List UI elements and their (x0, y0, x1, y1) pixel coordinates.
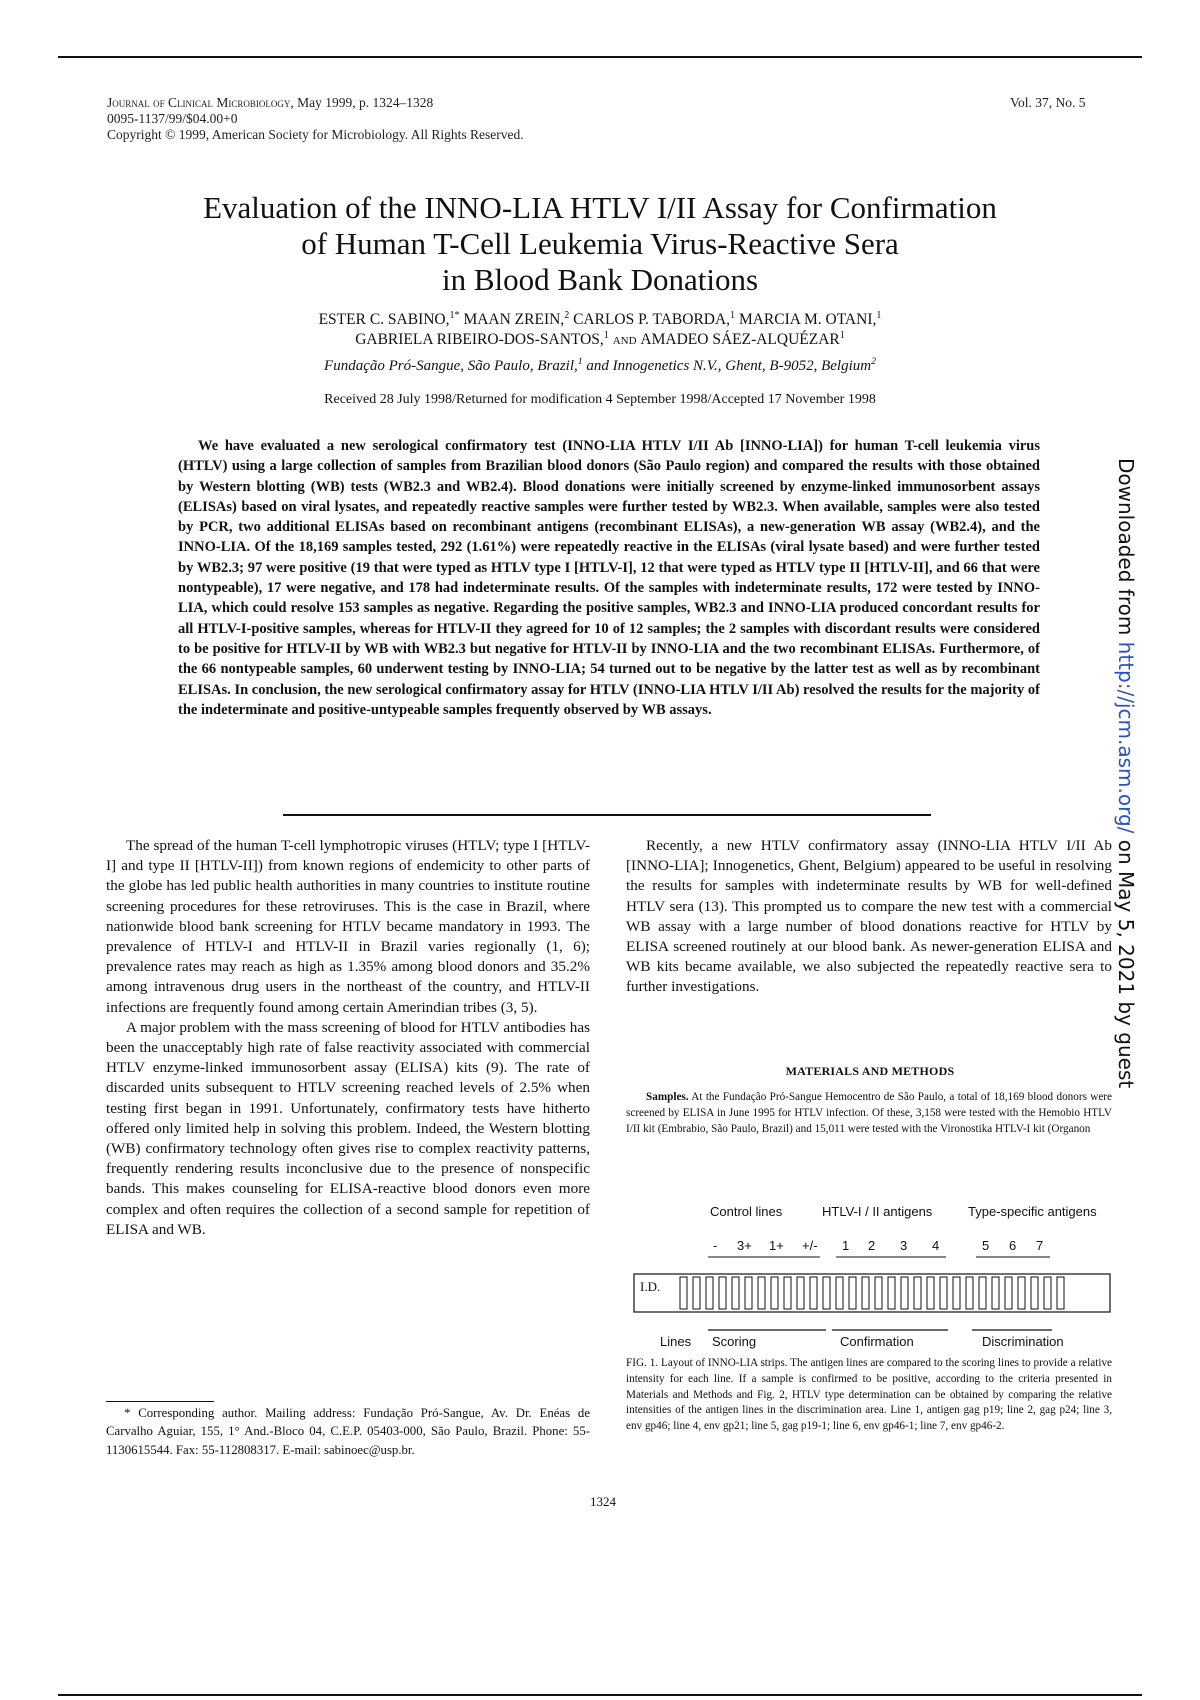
page-number: 1324 (590, 1494, 616, 1509)
author-1: ESTER C. SABINO, (318, 311, 450, 328)
journal-issue: , May 1999, p. 1324–1328 (290, 95, 434, 110)
author-6-sup: 1 (839, 329, 845, 341)
samples-text: At the Fundação Pró-Sangue Hemocentro de São Paulo, a total of 18,169 blood donors were screened by ELISA in June 1995 for HTLV infection. Of these, 3,158 were tested with the Hemobio HTLV I/II kit (Embrabio, São Paulo, Brazil) and 15,011 were tested with the Vironostika HTLV-I kit (Organon (626, 1091, 1112, 1135)
affiliation-2-sup: 2 (871, 356, 876, 367)
samples-label: Samples. (646, 1091, 689, 1103)
scoring-label: Scoring (712, 1334, 757, 1349)
right-column (626, 836, 1112, 998)
antigen-mark: 1 (842, 1238, 850, 1253)
fig-header-type: Type-specific antigens (968, 1204, 1097, 1219)
type-mark: 7 (1036, 1238, 1044, 1253)
discrimination-label: Discrimination (982, 1334, 1064, 1349)
strip-bands (680, 1277, 1064, 1309)
received-dates: Received 28 July 1998/Returned for modification 4 September 1998/Accepted 17 November 1998 (324, 392, 876, 407)
issn: 0095-1137/99/$04.00+0 (107, 111, 238, 126)
lia-strip-diagram (620, 1194, 1120, 1344)
download-link[interactable]: http://jcm.asm.org/ (1114, 641, 1138, 834)
abstract: We have evaluated a new serological confirmatory test (INNO-LIA HTLV I/II Ab [INNO-LIA]) for human T-cell leukemia virus (HTLV) using a large collection of samples from Brazilian blood donors (São Paulo region) and compared the results with those obtained by Western blotting (WB) tests (WB2.3 and WB2.4). Blood donations were initially screened by enzyme-linked immunosorbent assays (ELISAs) based on viral lysates, and repeatedly reactive samples were further tested by WB2.3. When available, samples were also tested by PCR, two additional ELISAs based on recombinant antigens (recombinant ELISAs), a new-generation WB assay (WB2.4), and the INNO-LIA. Of the 18,169 samples tested, 292 (1.61%) were repeatedly reactive in the ELISAs (viral lysate based) and were further tested by WB2.3; 97 were positive (19 that were typed as HTLV type I [HTLV-I], 12 that were typed as HTLV type II [HTLV-II], and 66 that were nontypeable), 17 were negative, and 178 had indeterminate results. Of the samples with indeterminate results, 172 were tested by INNO-LIA, which could resolve 153 samples as negative. Regarding the positive samples, WB2.3 and INNO-LIA produced concordant results for all HTLV-I-positive samples, whereas for HTLV-II they agreed for 10 of 12 samples; the 2 samples with discordant results were considered to be positive for HTLV-II by WB with WB2.3 but negative for HTLV-II by INNO-LIA and the two recombinant ELISAs. Furthermore, of the 66 nontypeable samples, 60 underwent testing by INNO-LIA; 54 turned out to be negative by the latter test as well as by recombinant ELISAs. In conclusion, the new serological confirmatory assay for HTLV (INNO-LIA HTLV I/II Ab) resolved the results for the majority of the indeterminate and positive-untypeable samples frequently observed by WB assays. (178, 438, 1040, 718)
lines-label: Lines (660, 1334, 692, 1349)
type-mark: 5 (982, 1238, 990, 1253)
figure-1 (620, 1194, 1120, 1354)
control-mark: 1+ (769, 1238, 784, 1253)
abstract-rule (283, 814, 931, 816)
author-2-sup: 2 (564, 309, 570, 321)
author-5-sup: 1 (603, 329, 609, 341)
title-line-2: of Human T-Cell Leukemia Virus-Reactive Sera (301, 226, 899, 261)
author-and: and (608, 331, 641, 348)
download-prefix: Downloaded from (1114, 458, 1138, 642)
journal-header (107, 95, 727, 143)
affiliation-1: Fundação Pró-Sangue, São Paulo, Brazil, (324, 358, 578, 374)
author-6: AMADEO SÁEZ-ALQUÉZAR (640, 331, 840, 348)
caption-label: FIG. 1. (626, 1357, 659, 1369)
control-mark: +/- (802, 1238, 818, 1253)
title-line-3: in Blood Bank Donations (441, 262, 759, 297)
caption-text: Layout of INNO-LIA strips. The antigen lines are compared to the scoring lines to provide a relative intensity for each line. If a sample is confirmed to be positive, according to the criteria presented in Materials and Methods and Fig. 2, HTLV type determination can be obtained by comparing the relative intensities of the antigen lines in the discrimination area. Line 1, antigen gag p19; line 2, gag p24; line 3, env gp46; line 4, env gp21; line 5, gag p19-1; line 6, env gp46-1; line 7, env gp46-2. (626, 1357, 1112, 1433)
volume: Vol. 37, No. 5 (1010, 95, 1086, 110)
fig-header-htlv: HTLV-I / II antigens (822, 1204, 933, 1219)
affiliation-2: and Innogenetics N.V., Ghent, B-9052, Belgium (582, 358, 872, 374)
control-mark: 3+ (737, 1238, 752, 1253)
intro-paragraph-3: Recently, a new HTLV confirmatory assay (INNO-LIA HTLV I/II Ab [INNO-LIA]; Innogenetics, Ghent, Belgium) appeared to be useful in resolving the results for samples with indeterminate results by WB for well-defined HTLV sera (13). This prompted us to compare the new test with a commercial WB assay with a large number of blood donations reactive for HTLV by ELISA screened routinely at our blood bank. As newer-generation ELISA and WB kits became available, we also subjected the repeatedly reactive sera to further investigations. (626, 837, 1112, 996)
fig-header-control: Control lines (710, 1204, 783, 1219)
corresponding-author-footnote: * Corresponding author. Mailing address: Fundação Pró-Sangue, Av. Dr. Enéas de Carvalho Aguiar, 155, 1° And.-Bloco 04, C.E.P. 05403-000, São Paulo, Brazil. Phone: 55-1130615544. Fax: 55-112808317. E-mail: sabinoec@usp.br. (106, 1406, 590, 1457)
affiliations (60, 358, 1140, 375)
antigen-mark: 2 (868, 1238, 876, 1253)
control-mark: - (713, 1238, 718, 1253)
id-label: I.D. (640, 1279, 661, 1294)
intro-paragraph-2: A major problem with the mass screening of blood for HTLV antibodies has been the unacceptably high rate of false reactivity associated with commercial HTLV enzyme-linked immunosorbent assay (ELISA) kits (9). The rate of discarded units subsequent to HTLV screening reached levels of 2.5% when testing first began in 1991. Unfortunately, confirmatory tests have hitherto offered only limited help in solving this problem. Indeed, the Western blotting (WB) confirmatory technology often gives rise to complex reactivity patterns, frequently rendering results inconclusive due to the presence of nonspecific bands. This makes counseling for ELISA-reactive blood donors even more complex and often requires the collection of a second sample for repetition of ELISA and WB. (106, 1018, 590, 1238)
bottom-rule (58, 1694, 1142, 1696)
samples-paragraph (626, 1090, 1112, 1137)
strip-outline (634, 1274, 1110, 1312)
journal-name: Journal of Clinical Microbiology (107, 95, 291, 110)
author-1-sup: 1* (449, 309, 460, 321)
article-title (60, 190, 1140, 298)
top-rule (58, 56, 1142, 58)
footnote-rule (106, 1401, 214, 1402)
antigen-mark: 4 (932, 1238, 940, 1253)
left-column (106, 836, 590, 1240)
author-4: MARCIA M. OTANI, (735, 311, 877, 328)
download-suffix: on May 5, 2021 by guest (1114, 833, 1138, 1089)
author-list (60, 310, 1140, 350)
author-3-sup: 1 (730, 309, 736, 321)
download-watermark (1114, 458, 1138, 1088)
title-line-1: Evaluation of the INNO-LIA HTLV I/II Assay for Confirmation (203, 190, 997, 225)
copyright: Copyright © 1999, American Society for Microbiology. All Rights Reserved. (107, 127, 524, 142)
author-5: GABRIELA RIBEIRO-DOS-SANTOS, (355, 331, 604, 348)
author-4-sup: 1 (876, 309, 882, 321)
figure-1-caption (626, 1356, 1112, 1435)
author-3: CARLOS P. TABORDA, (569, 311, 731, 328)
section-heading: MATERIALS AND METHODS (785, 1064, 955, 1078)
confirmation-label: Confirmation (840, 1334, 914, 1349)
intro-paragraph-1: The spread of the human T-cell lymphotropic viruses (HTLV; type I [HTLV-I] and type II [HTLV-II]) from known regions of endemicity to other parts of the globe has led public health authorities in many countries to institute routine screening procedures for these retroviruses. This is the case in Brazil, where nationwide blood bank screening for HTLV became mandatory in 1993. The prevalence of HTLV-I and HTLV-II in Brazil varies regionally (1, 6); prevalence rates may reach as high as 1.35% among blood donors and 35.2% among intravenous drug users in the northeast of the country, and HTLV-II infections are frequently found among certain Amerindian tribes (3, 5). (106, 837, 590, 1016)
author-2: MAAN ZREIN, (459, 311, 565, 328)
affiliation-1-sup: 1 (577, 356, 583, 367)
type-mark: 6 (1009, 1238, 1017, 1253)
antigen-mark: 3 (900, 1238, 908, 1253)
